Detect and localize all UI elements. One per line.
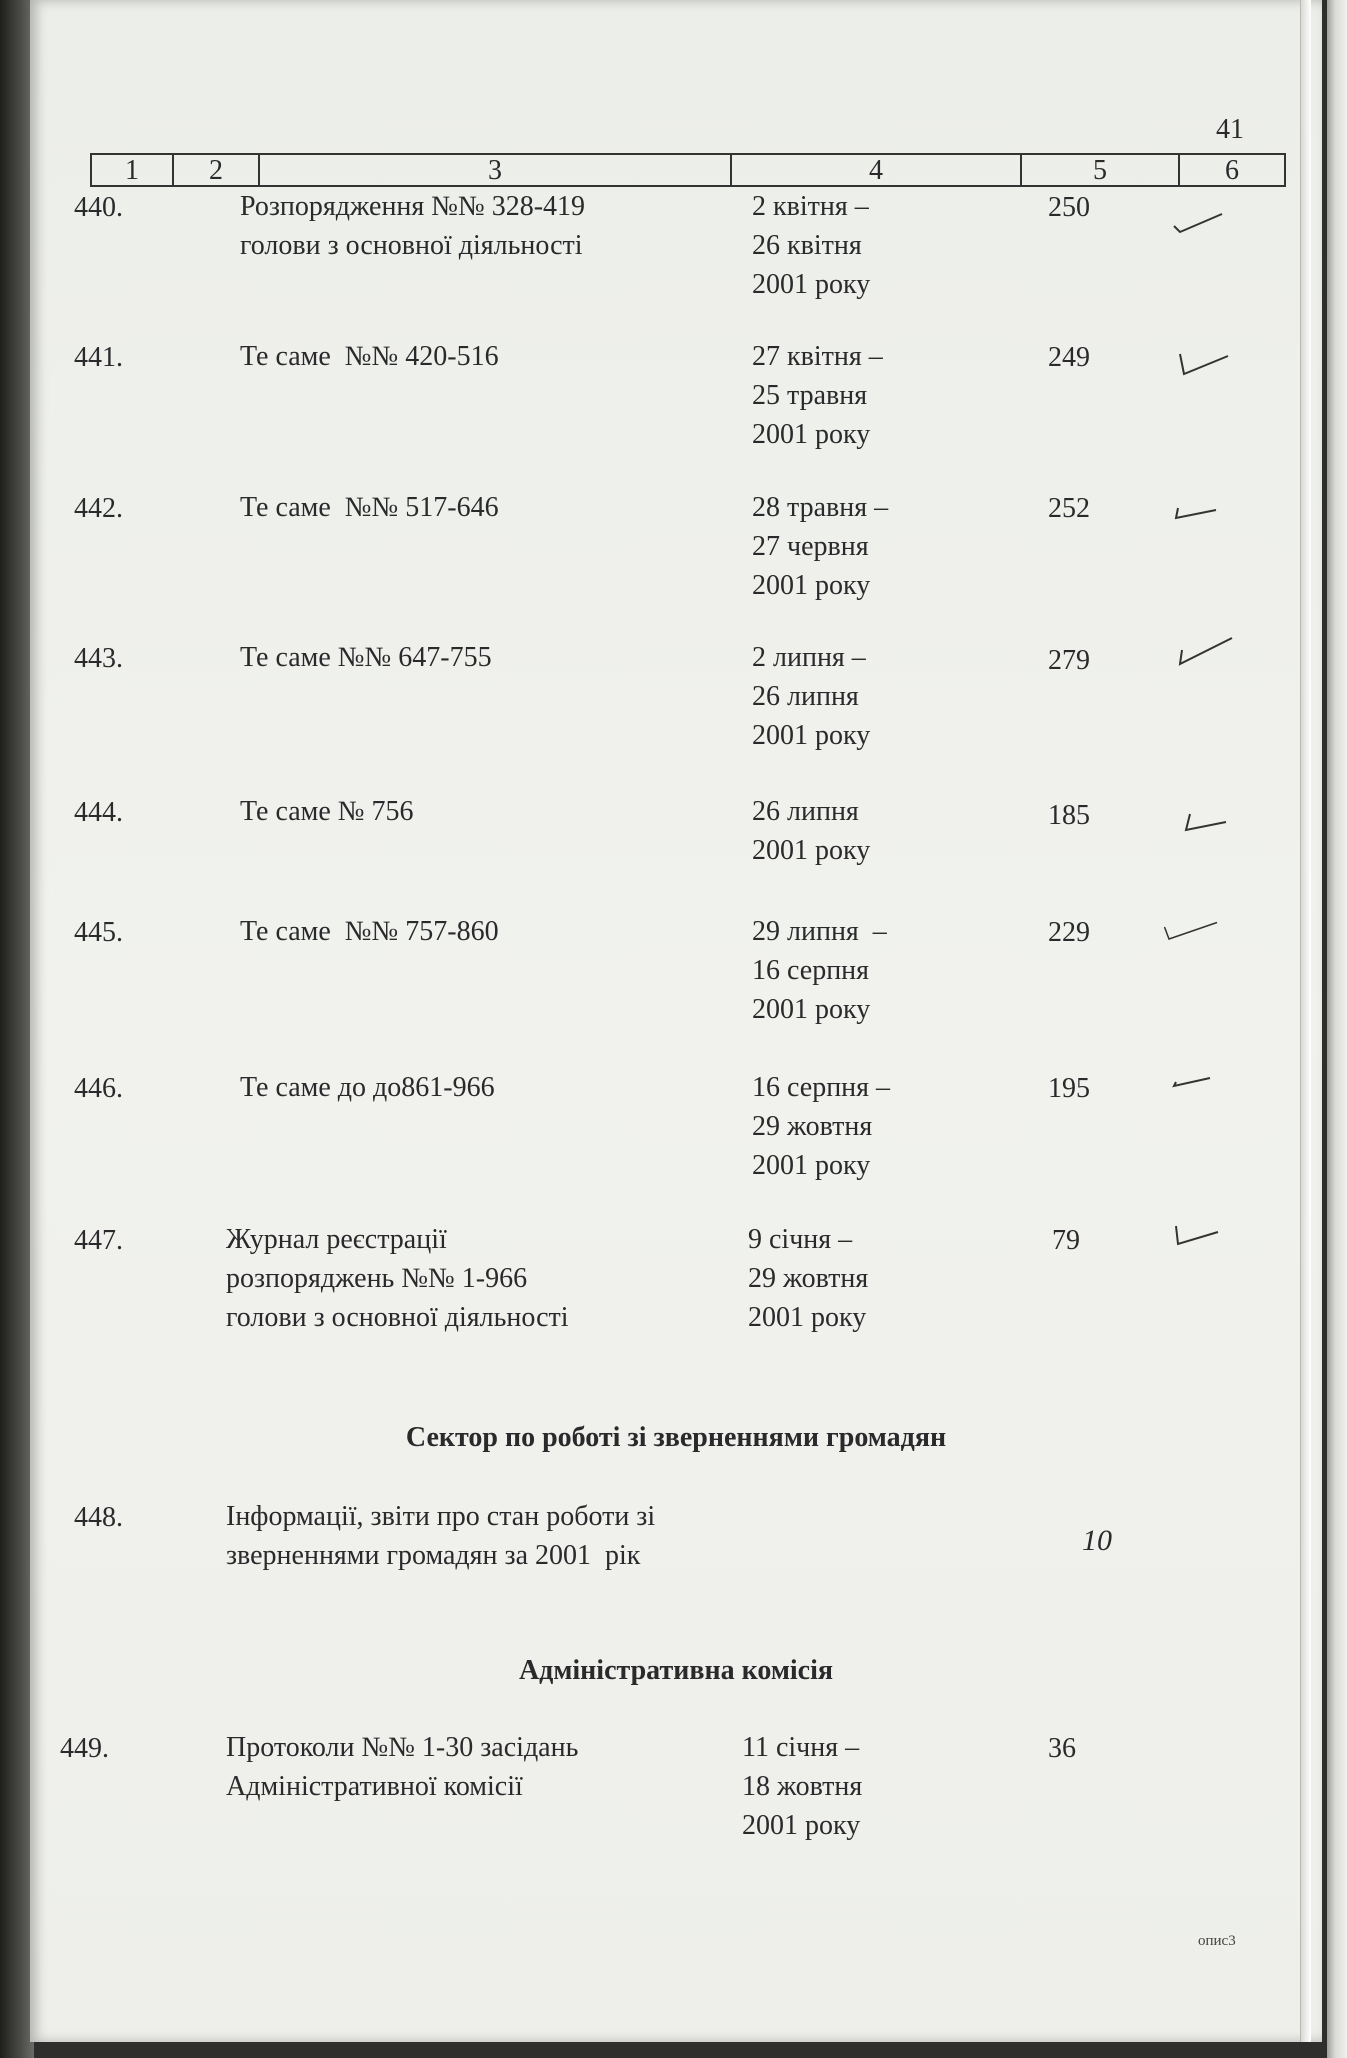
binder-right: [1327, 0, 1347, 2058]
row-title: Протоколи №№ 1-30 засідань Адміністративної комісії: [226, 1732, 579, 1802]
binder-left: [0, 0, 34, 2058]
row-dates: 28 травня – 27 червня 2001 року: [752, 492, 889, 601]
row-dates: 2 липня – 26 липня 2001 року: [752, 642, 871, 751]
row-title: Розпорядження №№ 328-419 голови з основної діяльності: [240, 191, 586, 261]
header-col-3: 3: [260, 155, 732, 185]
page-number: 41: [1216, 114, 1244, 145]
bleed-through-text: [240, 300, 247, 330]
row-title: Те саме №№ 647-755: [240, 642, 492, 673]
row-number: 445.: [74, 917, 123, 948]
row-dates: 16 серпня – 29 жовтня 2001 року: [752, 1072, 891, 1181]
document-page: [30, 0, 1322, 2042]
checkmark-icon: [1174, 340, 1234, 380]
row-title: Інформації, звіти про стан роботи зі зверненнями громадян за 2001 рік: [226, 1501, 656, 1571]
row-number: 449.: [60, 1733, 109, 1764]
row-title: Те саме до до861-966: [240, 1072, 495, 1103]
checkmark-icon: [1170, 200, 1230, 240]
row-count: 229: [1048, 917, 1090, 948]
table-header: [90, 153, 1286, 187]
header-col-5: 5: [1022, 155, 1180, 185]
checkmark-icon: [1174, 632, 1234, 672]
header-col-1: 1: [92, 155, 174, 185]
row-dates: 2 квітня – 26 квітня 2001 року: [752, 191, 871, 300]
row-dates: 11 січня – 18 жовтня 2001 року: [742, 1732, 863, 1841]
row-number: 443.: [74, 643, 123, 674]
header-col-2: 2: [174, 155, 260, 185]
row-count: 79: [1052, 1225, 1080, 1256]
checkmark-icon: [1170, 1060, 1230, 1100]
row-title: Те саме №№ 420-516: [240, 341, 499, 372]
row-number: 447.: [74, 1225, 123, 1256]
section-heading-admin: Адміністративна комісія: [518, 1655, 834, 1686]
row-number: 448.: [74, 1502, 123, 1533]
header-col-6: 6: [1225, 155, 1239, 186]
row-number: 442.: [74, 493, 123, 524]
checkmark-icon: [1180, 800, 1240, 840]
row-title: Те саме №№ 757-860: [240, 916, 499, 947]
row-count: 185: [1048, 800, 1090, 831]
header-col-4: 4: [732, 155, 1022, 185]
row-dates: 9 січня – 29 жовтня 2001 року: [748, 1224, 869, 1333]
row-count: 195: [1048, 1073, 1090, 1104]
row-number: 440.: [74, 192, 123, 223]
row-number: 446.: [74, 1073, 123, 1104]
row-count: 279: [1048, 645, 1090, 676]
page-edge: [1300, 0, 1311, 2042]
row-dates: 26 липня 2001 року: [752, 796, 871, 866]
row-title: Журнал реєстрації розпоряджень №№ 1-966 голови з основної діяльності: [226, 1224, 569, 1333]
checkmark-icon: [1160, 910, 1220, 950]
handwritten-count: 10: [1082, 1524, 1112, 1557]
row-dates: 29 липня – 16 серпня 2001 року: [752, 916, 887, 1025]
row-title: Те саме № 756: [240, 796, 414, 827]
row-number: 444.: [74, 797, 123, 828]
row-count: 252: [1048, 493, 1090, 524]
footer-code: опис3: [1198, 1933, 1236, 1949]
row-title: Те саме №№ 517-646: [240, 492, 499, 523]
row-dates: 27 квітня – 25 травня 2001 року: [752, 341, 883, 450]
checkmark-icon: [1170, 1212, 1230, 1252]
row-number: 441.: [74, 342, 123, 373]
row-count: 249: [1048, 342, 1090, 373]
checkmark-icon: [1170, 490, 1230, 530]
row-count: 36: [1048, 1733, 1076, 1764]
row-count: 250: [1048, 192, 1090, 223]
section-heading-citizens: Сектор по роботі зі зверненнями громадян: [405, 1422, 947, 1453]
